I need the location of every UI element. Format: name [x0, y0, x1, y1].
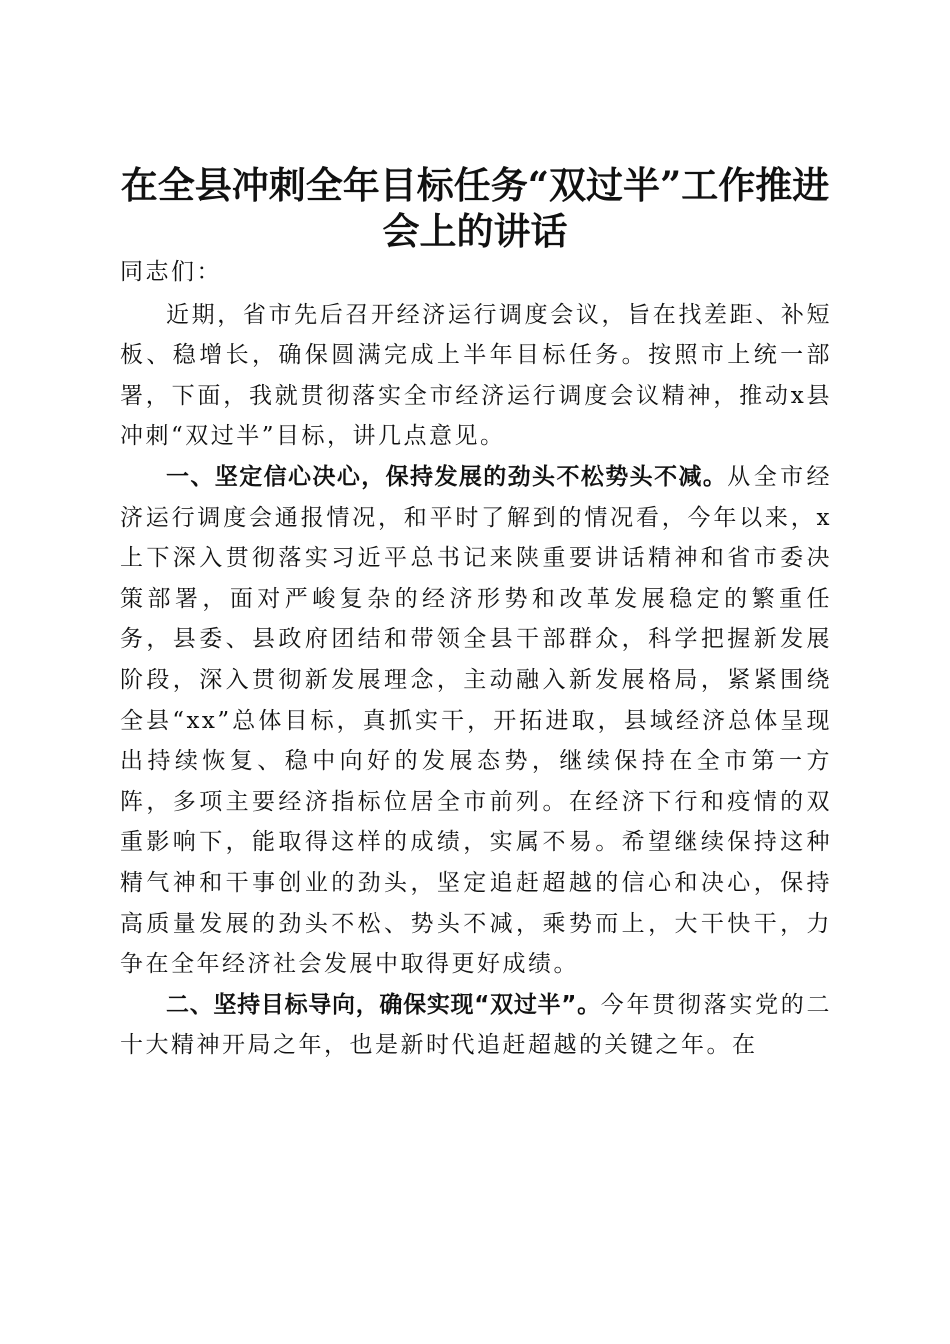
section-heading-2: 二、坚持目标导向，确保实现“双过半”。: [166, 991, 601, 1018]
salutation: 同志们：: [120, 259, 222, 285]
document-body: [120, 252, 832, 1066]
document-title: [100, 162, 850, 254]
title-line-1: 在全县冲刺全年目标任务“双过半”工作推进: [120, 162, 830, 207]
paragraph-intro: [120, 295, 832, 457]
paragraph-text: 今年贯彻落实党的二十大精神开局之年，也是新时代追赶超越的关键之年。在: [120, 991, 833, 1059]
paragraph-text: 从全市经济运行调度会通报情况，和平时了解到的情况看，今年以来，x上下深入贯彻落实习近平总书记来陕重要讲话精神和省市委决策部署，面对严峻复杂的经济形势和改革发展稳定的繁重任务，县委、县政府团结和带领全县干部群众，科学把握新发展阶段，深入贯彻新发展理念，主动融入新发展格局，紧紧围绕全县“xx”总体目标，真抓实干，开拓进取，县域经济总体呈现出持续恢复、稳中向好的发展态势，继续保持在全市第一方阵，多项主要经济指标位居全市前列。在经济下行和疫情的双重影响下，能取得这样的成绩，实属不易。希望继续保持这种精气神和干事创业的劲头，坚定追赶超越的信心和决心，保持高质量发展的劲头不松、势头不减，乘势而上，大干快干，力争在全年经济社会发展中取得更好成绩。: [120, 463, 833, 978]
paragraph-text: 近期，省市先后召开经济运行调度会议，旨在找差距、补短板、稳增长，确保圆满完成上半年目标任务。按照市上统一部署，下面，我就贯彻落实全市经济运行调度会议精神，推动x县冲刺“双过半”目标，讲几点意见。: [120, 301, 832, 450]
paragraph-section-2: [120, 985, 832, 1066]
paragraph-section-1: [120, 457, 832, 985]
section-heading-1: 一、坚定信心决心，保持发展的劲头不松势头不减。: [166, 463, 728, 490]
title-line-2: 会上的讲话: [382, 208, 568, 253]
